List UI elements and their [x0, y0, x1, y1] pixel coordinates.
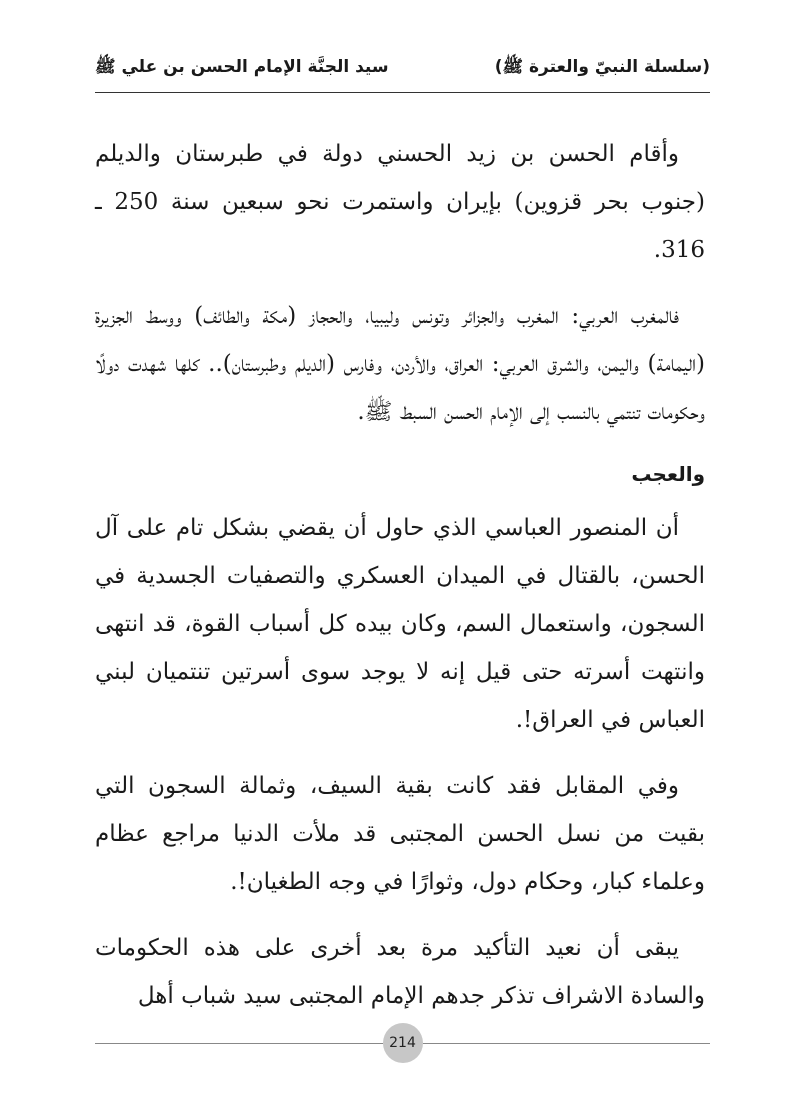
page-footer	[95, 1023, 710, 1063]
paragraph: يبقى أن نعيد التأكيد مرة بعد أخرى على هذه الحكومات والسادة الاشراف تذكر جدهم الإمام المجتبى سيد شباب أهل	[95, 935, 705, 1009]
paragraph: أن المنصور العباسي الذي حاول أن يقضي بشكل تام على آل الحسن، بالقتال في الميدان العسكري والتصفيات الجسدية في السجون، واستعمال السم، وكان بيده كل أسباب القوة، قد انتهى وانتهت أسرته حتى قيل إنه لا يوجد سوى أسرتين تنتميان لبني العباس في العراق!.	[95, 515, 705, 733]
page-body	[95, 130, 705, 1038]
page-header	[95, 50, 710, 86]
footer-rule-left	[95, 1043, 383, 1044]
header-divider	[95, 92, 710, 93]
page-number: 214	[383, 1023, 423, 1063]
footer-rule-right	[423, 1043, 711, 1044]
paragraph: وفي المقابل فقد كانت بقية السيف، وثمالة السجون التي بقيت من نسل الحسن المجتبى قد ملأت الدنيا مراجع عظام وعلماء كبار، وحكام دول، وثوارًا في وجه الطغيان!.	[95, 773, 706, 895]
book-title: سيد الجنَّة الإمام الحسن بن علي ﷺ	[95, 56, 389, 77]
section-heading: والعجب	[631, 462, 705, 486]
paragraph: فالمغرب العربي: المغرب والجزائر وتونس وليبيا، والحجاز (مكة والطائف) ووسط الجزيرة (اليمامة) واليمن، والشرق العربي: العراق، والأردن، وفارس (الديلم وطبرستان).. كلها شهدت دولًا وحكومات تنتمي بالنسب إلى الإمام الحسن السبط ﷺ.	[95, 303, 705, 425]
series-title: (سلسلة النبيّ والعترة ﷺ)	[494, 56, 710, 77]
paragraph: وأقام الحسن بن زيد الحسني دولة في طبرستان والديلم (جنوب بحر قزوين) بإيران واستمرت نحو سبعين سنة 250 ـ 316.	[95, 141, 705, 263]
